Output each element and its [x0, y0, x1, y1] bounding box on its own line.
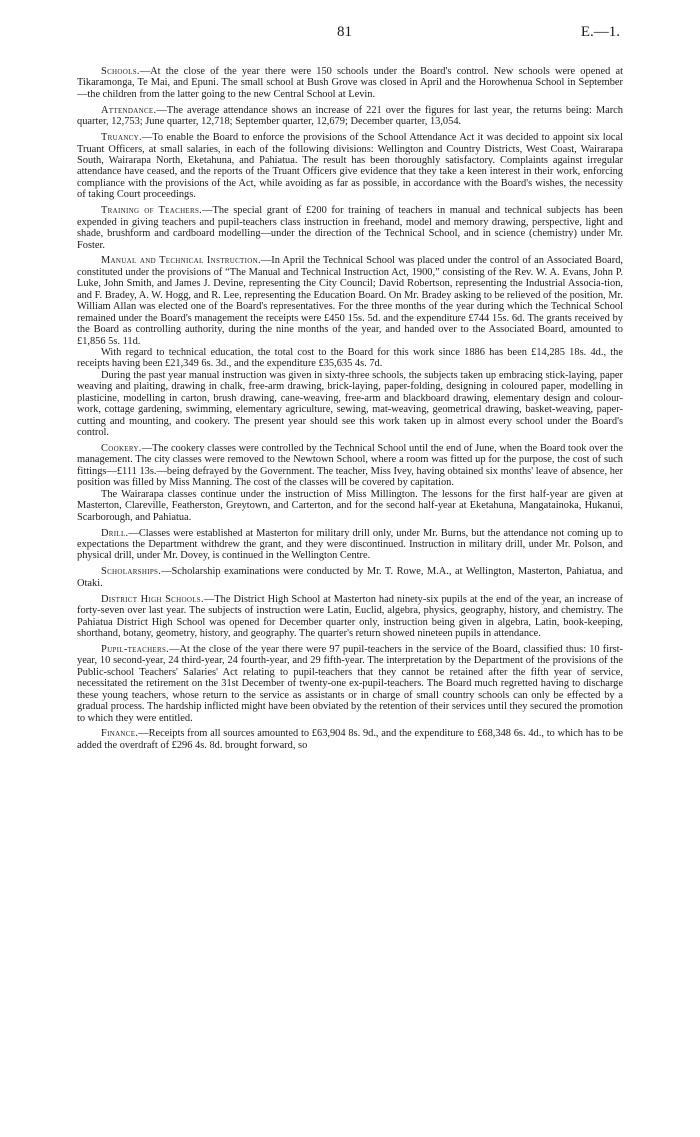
report-paragraph	[77, 594, 623, 640]
page-header	[0, 24, 700, 46]
report-paragraph	[77, 370, 623, 439]
paragraph-text: During the past year manual instruction was given in sixty-three schools, the subjects taken up embracing stick-laying, paper weaving and plaiting, drawing in chalk, free-arm drawing, brick-laying, paper-folding, designing in coloured paper, modelling in plasticine, modelling in carton, brush drawing, cane-weaving, free-arm and blackboard drawing, elementary design and colour-work, cottage gardening, swimming, elementary agriculture, sewing, mat-weaving, geometrical drawing, basket-weaving, paper-cutting and mounting, and cookery. The present year should see this work taken up in almost every school under the Board's control.	[77, 369, 623, 439]
section-heading: Schools.	[101, 66, 140, 77]
report-paragraph	[77, 489, 623, 523]
paragraph-text: —Scholarship examinations were conducted by Mr. T. Rowe, M.A., at Wellington, Masterton, Pahiatua, and Otaki.	[77, 566, 623, 589]
section-heading: Cookery.	[101, 443, 142, 454]
paragraph-text: —Receipts from all sources amounted to £63,904 8s. 9d., and the expenditure to £68,348 6s. 4d., to which has to be added the overdraft of £296 4s. 8d. brought forward, so	[77, 728, 623, 751]
page-number: 81	[337, 24, 352, 40]
paragraph-text: —To enable the Board to enforce the provisions of the School Attendance Act it was decided to appoint six local Truant Officers, at small salaries, in each of the following divisions: Wellington and Country Districts, West Coast, Wairarapa South, Wairarapa North, Eketahuna, and Pahiatua. The result has been thoroughly satisfactory. Complaints against irregular attendance have ceased, and the reports of the Truant Officers give evidence that they take a keen interest in their work, enforcing compliance with the provisions of the Act, while avoiding as far as possible, in accordance with the Board's wishes, the necessity of taking Court proceedings.	[77, 132, 623, 201]
report-body	[77, 66, 623, 756]
paragraph-text: —In April the Technical School was placed under the control of an Associated Board, constituted under the provisions of “The Manual and Technical Instruction Act, 1900,” consisting of the Rev. W. A. Evans, John P. Luke, John Smith, and James J. Devine, representing the City Council; David Robertson, representing the Industrial Associa-tion, and F. Bradey, A. W. Hogg, and R. Lee, representing the Education Board. On Mr. Bradey asking to be relieved of the position, Mr. William Allan was elected one of the Board's representatives. For the three months of the year during which the Technical School remained under the Board's management the receipts were £450 15s. 5d. and the expenditure £744 15s. 6d. The grants received by the Board as controlling authority, during the nine months of the year, and handed over to the Associated Board, amounted to £1,856 5s. 11d.	[77, 255, 623, 347]
section-heading: Training of Teachers.	[101, 205, 203, 217]
paragraph-text: —The special grant of £200 for training of teachers in manual and technical subjects has been expended in giving teachers and pupil-teachers class instruction in freehand, model and memory drawing, perspective, light and shade, brushform and cardboard modelling—under the direction of the Technical School, and in science (chemistry) under Mr. Foster.	[77, 205, 624, 251]
report-paragraph	[77, 255, 623, 347]
section-heading: Attendance.	[101, 104, 157, 116]
report-paragraph	[77, 566, 623, 589]
section-heading: Truancy.	[101, 132, 142, 144]
report-paragraph	[77, 66, 623, 100]
paragraph-text: With regard to technical education, the total cost to the Board for this work since 1886 has been £14,285 18s. 4d., the receipts having been £21,349 6s. 3d., and the expenditure £35,635 4s. 7d.	[77, 346, 623, 370]
paragraph-text: —At the close of the year there were 97 pupil-teachers in the service of the Board, classified thus: 10 first-year, 10 second-year, 24 third-year, 24 fourth-year, and 29 fifth-year. The interpretation by the Department of the provisions of the Public-school Teachers' Salaries' Act relating to pupil-teachers that they cannot be retained after the fifth year of service, necessitated the retirement on the 31st December of twenty-one ex-pupil-teachers. The Board much regretted having to discharge these young teachers, whose return to the service as assistants or in charge of small country schools can only be effected by a gradual process. The hardship inflicted might have been obviated by the retention of their services until they secured the promotion to which they were entitled.	[77, 643, 623, 724]
section-heading: District High Schools.	[101, 593, 204, 605]
section-heading: Scholarships.	[101, 566, 162, 578]
series-reference: E.—1.	[580, 24, 620, 40]
report-paragraph	[77, 728, 623, 751]
report-paragraph	[77, 347, 623, 370]
section-heading: Pupil-teachers.	[101, 643, 170, 655]
paragraph-text: —The District High School at Masterton had ninety-six pupils at the end of the year, an increase of forty-seven over last year. The subjects of instruction were Latin, Euclid, algebra, physics, geography, history, and chemistry. The Pahiatua District High School was opened for December quarter only, instruction being given in algebra, Latin, book-keeping, shorthand, botany, geometry, history, and geography. The quarter's return showed nineteen pupils in attendance.	[77, 593, 623, 639]
section-heading: Finance.	[101, 728, 139, 740]
report-paragraph	[77, 205, 623, 251]
report-paragraph	[77, 105, 623, 128]
paragraph-text: —At the close of the year there were 150 schools under the Board's control. New schools were opened at Tikaramonga, Te Mai, and Epuni. The small school at Bush Grove was closed in April and the Horowhenua School in September—the children from the latter going to the new Central School at Levin.	[77, 66, 623, 100]
paragraph-text: —The average attendance shows an increase of 221 over the figures for last year, the returns being: March quarter, 12,753; June quarter, 12,718; September quarter, 12,679; December quarter, 13,054.	[77, 104, 623, 128]
paragraph-text: The Wairarapa classes continue under the instruction of Miss Millington. The lessons for the first half-year are given at Masterton, Clareville, Featherston, Greytown, and Carterton, and for the second half-year at Eketahuna, Mangatainoka, Hukanui, Scarborough, and Pahiatua.	[77, 488, 623, 523]
paragraph-text: —The cookery classes were controlled by the Technical School until the end of June, when the Board took over the management. The city classes were removed to the Newtown School, where a room was fitted up for the purpose, the cost of such fittings—£111 13s.—being defrayed by the Government. The teacher, Miss Ivey, having obtained six months' leave of absence, her position was filled by Miss Manning. The cost of the classes will be covered by capitation.	[77, 443, 623, 489]
section-heading: Drill.	[101, 527, 129, 539]
report-paragraph	[77, 644, 623, 724]
paragraph-text: —Classes were established at Masterton for military drill only, under Mr. Burns, but the attendance not coming up to expectations the Department withdrew the grant, and they were discontinued. Instruction in military drill, under Mr. Polson, and physical drill, under Mr. Dovey, is continued in the Wellington Centre.	[77, 527, 623, 562]
report-paragraph	[77, 443, 623, 489]
section-heading: Manual and Technical Instruction.	[101, 255, 261, 267]
report-paragraph	[77, 528, 623, 562]
report-paragraph	[77, 132, 623, 201]
